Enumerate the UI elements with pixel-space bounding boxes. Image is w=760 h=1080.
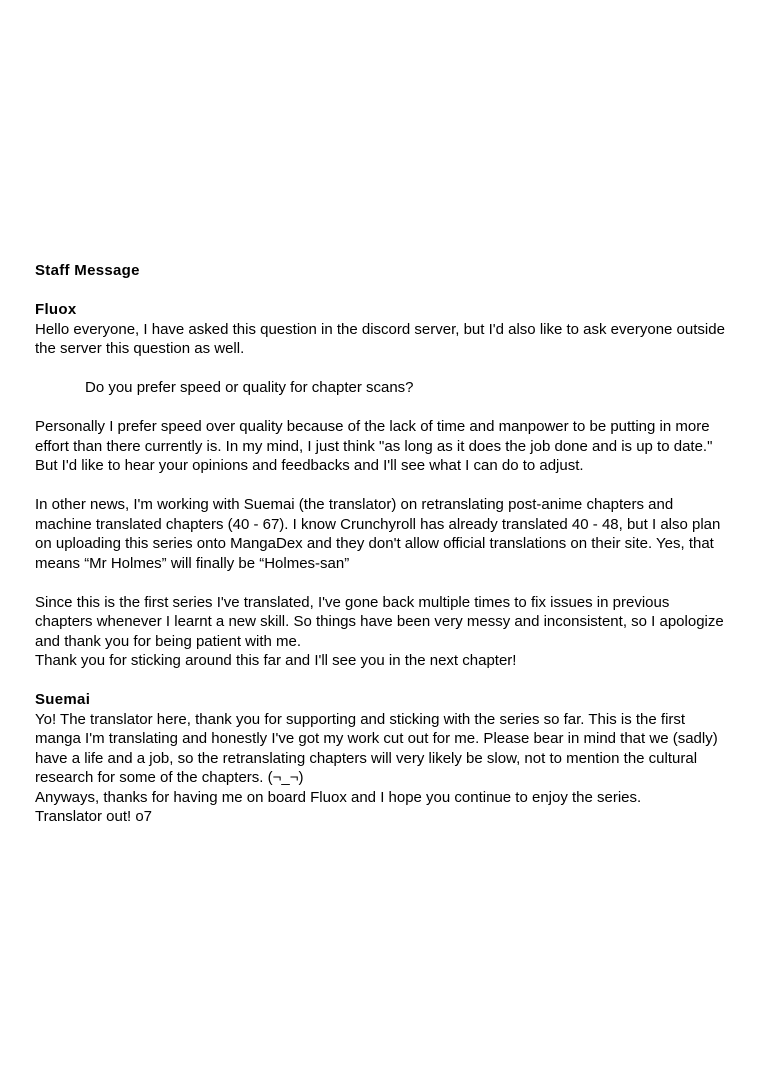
fluox-paragraph-other-news: In other news, I'm working with Suemai (the translator) on retranslating post-anime chapters and machine translated chapters (40 - 67). I know Crunchyroll has already translated 40 - 48, but I also plan on uploading this series onto MangaDex and they don't allow official translations on their site. Yes, that means “Mr Holmes” will finally be “Holmes-san” bbox=[35, 496, 721, 572]
fluox-paragraph-signoff: Thank you for sticking around this far and I'll see you in the next chapter! bbox=[35, 652, 517, 669]
document-title-section bbox=[35, 261, 725, 281]
staff-section-fluox bbox=[35, 300, 725, 671]
suemai-paragraph-signoff: Translator out! o7 bbox=[35, 808, 153, 825]
fluox-paragraph-speed-vs-quality: Personally I prefer speed over quality because of the lack of time and manpower to be putting in more effort than there currently is. In my mind, I just think "as long as it does the job done and is up to date." But I'd like to hear your opinions and feedbacks and I'll see what I can do to adjust. bbox=[35, 418, 713, 474]
staff-section-suemai bbox=[35, 690, 725, 827]
fluox-question-prompt: Do you prefer speed or quality for chapter scans? bbox=[85, 379, 414, 396]
suemai-paragraph-thanks: Anyways, thanks for having me on board Fluox and I hope you continue to enjoy the series. bbox=[35, 788, 642, 806]
paragraph-gap bbox=[35, 359, 725, 379]
page-title: Staff Message bbox=[35, 262, 140, 279]
paragraph-gap bbox=[35, 573, 725, 593]
author-name-suemai: Suemai bbox=[35, 691, 91, 708]
paragraph-gap bbox=[35, 476, 725, 496]
fluox-paragraph-intro: Hello everyone, I have asked this question in the discord server, but I'd also like to ask everyone outside the server this question as well. bbox=[35, 320, 725, 357]
paragraph-gap bbox=[35, 398, 725, 418]
fluox-paragraph-apology: Since this is the first series I've translated, I've gone back multiple times to fix issues in previous chapters whenever I learnt a new skill. So things have been very messy and inconsistent, so I apologize and thank you for being patient with me. bbox=[35, 593, 724, 650]
suemai-paragraph-intro: Yo! The translator here, thank you for supporting and sticking with the series so far. This is the first manga I'm translating and honestly I've got my work cut out for me. Please bear in mind that we (sadly) have a life and a job, so the retranslating chapters will very likely be slow, not to mention the cultural research for some of the chapters. (¬_¬) bbox=[35, 710, 718, 786]
document-body bbox=[35, 261, 725, 827]
author-name-fluox: Fluox bbox=[35, 301, 77, 318]
